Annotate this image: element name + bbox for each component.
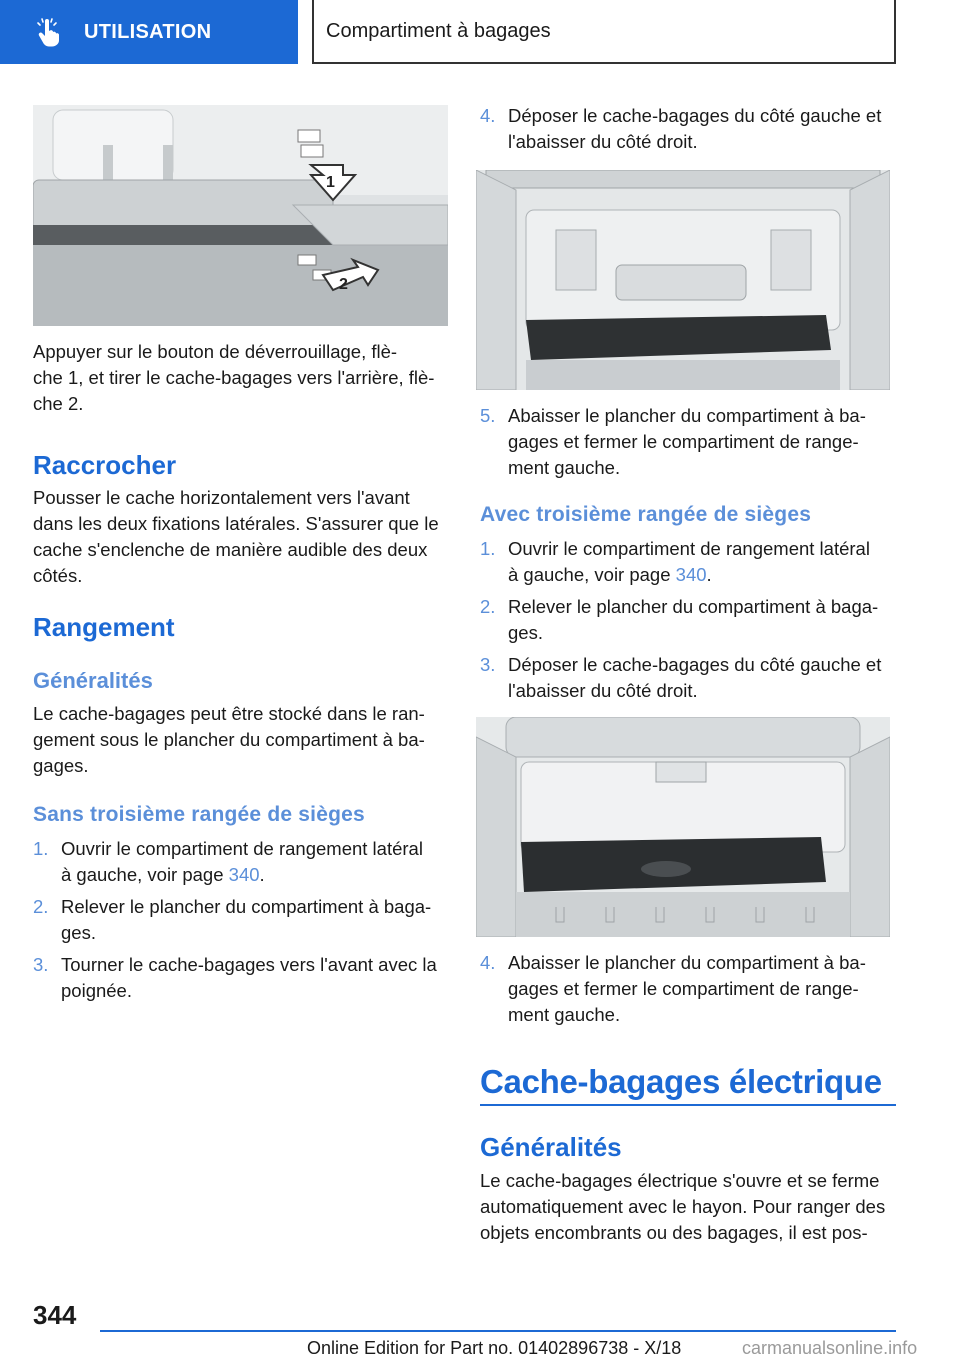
footer-rule	[100, 1330, 896, 1332]
list-item: 2. Relever le plancher du compartiment à baga- ges.	[480, 596, 879, 643]
photo-cover-unlock	[33, 105, 448, 326]
arrow-1-label: 1	[326, 174, 335, 191]
arrow-2-label: 2	[339, 276, 348, 293]
heading-raccrocher: Raccrocher	[33, 450, 177, 480]
text-generalites: Le cache-bagages peut être stocké dans le ran- gement sous le plancher du compartiment à ba- gages.	[33, 703, 425, 776]
photo-trunk-third-row	[476, 717, 890, 937]
text-raccrocher: Pousser le cache horizontalement vers l'avant dans les deux fixations latérales. S'assurer que le cache s'enclenche de manière audible des deux côtés.	[33, 487, 439, 586]
heading-sans-troisieme: Sans troisième rangée de sièges	[33, 803, 365, 826]
heading-electric-generalites: Généralités	[480, 1132, 622, 1162]
edition-text: Online Edition for Part no. 01402896738 - X/18	[307, 1338, 682, 1358]
title-rule	[480, 1104, 896, 1106]
heading-cache-bagages-electrique: Cache-bagages électrique	[480, 1063, 882, 1100]
text-electric-generalites: Le cache-bagages électrique s'ouvre et se ferme automatiquement avec le hayon. Pour ranger des objets encombrants ou des bagages, il est pos-	[480, 1170, 886, 1243]
list-item: 4. Abaisser le plancher du compartiment à ba- gages et fermer le compartiment de range- ment gauche.	[480, 952, 866, 1025]
caption-unlock: Appuyer sur le bouton de déverrouillage, flè- che 1, et tirer le cache-bagages vers l'arrière, flè- che 2.	[33, 341, 435, 414]
list-item: 3. Tourner le cache-bagages vers l'avant avec la poignée.	[33, 954, 437, 1001]
list-item: 1. Ouvrir le compartiment de rangement latéral à gauche, voir page 340.	[480, 538, 870, 585]
hand-pointer-icon	[34, 17, 64, 47]
page-link[interactable]: 340	[675, 564, 707, 585]
heading-avec-troisieme: Avec troisième rangée de sièges	[480, 503, 812, 526]
watermark: carmanualsonline.info	[742, 1338, 918, 1358]
page-link[interactable]: 340	[228, 864, 260, 885]
photo-trunk-floor	[476, 170, 890, 390]
list-item: 1. Ouvrir le compartiment de rangement latéral à gauche, voir page 340.	[33, 838, 423, 885]
page-number: 344	[33, 1300, 77, 1330]
heading-generalites: Généralités	[33, 668, 153, 693]
section-tab-label: UTILISATION	[84, 20, 212, 43]
list-item: 2. Relever le plancher du compartiment à baga- ges.	[33, 896, 432, 943]
list-item: 5. Abaisser le plancher du compartiment à ba- gages et fermer le compartiment de range- ment gauche.	[480, 405, 866, 478]
list-item: 4. Déposer le cache-bagages du côté gauche et l'abaisser du côté droit.	[480, 105, 882, 152]
heading-rangement: Rangement	[33, 612, 175, 642]
list-item: 3. Déposer le cache-bagages du côté gauche et l'abaisser du côté droit.	[480, 654, 882, 701]
section-title: Compartiment à bagages	[312, 0, 896, 64]
section-tab	[0, 0, 298, 64]
